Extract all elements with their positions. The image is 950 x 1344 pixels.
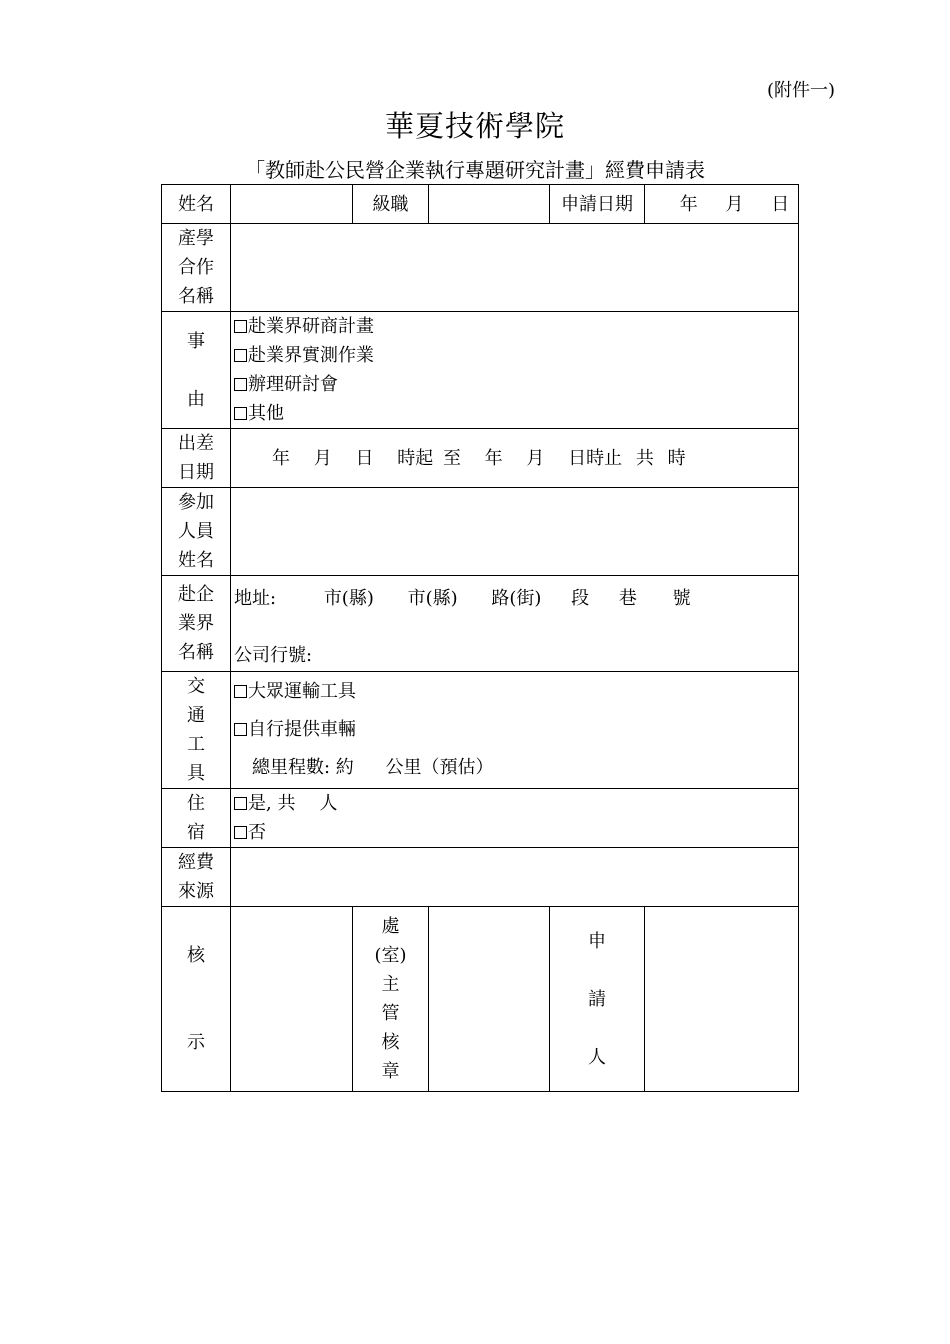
cooperation-label: 產學 合作 名稱 bbox=[162, 224, 231, 312]
lodging-option-no[interactable]: 否 bbox=[234, 818, 798, 847]
row-name bbox=[162, 185, 799, 224]
approval-label: 核 示 bbox=[162, 907, 231, 1092]
checkbox-icon[interactable] bbox=[234, 378, 247, 391]
name-field[interactable] bbox=[231, 185, 353, 224]
transport-option-public[interactable]: 大眾運輸工具 bbox=[234, 673, 798, 711]
company-field[interactable] bbox=[231, 576, 799, 672]
row-trip-date bbox=[162, 429, 799, 488]
lodging-option-yes[interactable]: 是, 共 人 bbox=[234, 789, 798, 818]
reason-label: 事 由 bbox=[162, 312, 231, 429]
date-day: 日 bbox=[771, 193, 790, 215]
checkbox-icon[interactable] bbox=[234, 826, 247, 839]
transport-label: 交 通 工 具 bbox=[162, 672, 231, 789]
apply-date-label: 申請日期 bbox=[550, 185, 645, 224]
applicant-label: 申 請 人 bbox=[550, 907, 645, 1092]
rank-label: 級職 bbox=[353, 185, 429, 224]
row-participants bbox=[162, 488, 799, 576]
lodging-options bbox=[231, 789, 799, 848]
reason-options bbox=[231, 312, 799, 429]
checkbox-icon[interactable] bbox=[234, 685, 247, 698]
reason-option-field-test[interactable]: 赴業界實測作業 bbox=[234, 341, 798, 370]
checkbox-icon[interactable] bbox=[234, 407, 247, 420]
apply-date-field[interactable] bbox=[645, 185, 799, 224]
name-label: 姓名 bbox=[162, 185, 231, 224]
checkbox-icon[interactable] bbox=[234, 723, 247, 736]
supervisor-seal-label: 處 (室) 主 管 核 章 bbox=[353, 907, 429, 1092]
transport-option-own-vehicle[interactable]: 自行提供車輛 bbox=[234, 711, 798, 749]
address-line: 地址: 市(縣) 市(縣) 路(街) 段 巷 號 bbox=[234, 588, 691, 609]
participants-label: 參加 人員 姓名 bbox=[162, 488, 231, 576]
row-reason bbox=[162, 312, 799, 429]
lodging-label: 住 宿 bbox=[162, 789, 231, 848]
row-company bbox=[162, 576, 799, 672]
funding-field[interactable] bbox=[231, 848, 799, 907]
cooperation-field[interactable] bbox=[231, 224, 799, 312]
date-month: 月 bbox=[725, 193, 744, 215]
date-year: 年 bbox=[679, 193, 698, 215]
row-cooperation bbox=[162, 224, 799, 312]
rank-field[interactable] bbox=[429, 185, 550, 224]
application-form-table bbox=[161, 184, 799, 1092]
funding-label: 經費 來源 bbox=[162, 848, 231, 907]
supervisor-seal-field[interactable] bbox=[429, 907, 550, 1092]
participants-field[interactable] bbox=[231, 488, 799, 576]
reason-option-other[interactable]: 其他 bbox=[234, 399, 798, 428]
reason-option-research[interactable]: 赴業界研商計畫 bbox=[234, 312, 798, 341]
annex-label: (附件一) bbox=[766, 80, 835, 101]
company-name-label: 公司行號: bbox=[234, 645, 313, 666]
approval-field[interactable] bbox=[231, 907, 353, 1092]
transport-options bbox=[231, 672, 799, 789]
checkbox-icon[interactable] bbox=[234, 797, 247, 810]
trip-date-label: 出差 日期 bbox=[162, 429, 231, 488]
row-transport bbox=[162, 672, 799, 789]
checkbox-icon[interactable] bbox=[234, 320, 247, 333]
page-title: 華夏技術學院 bbox=[384, 109, 565, 143]
applicant-field[interactable] bbox=[645, 907, 799, 1092]
trip-date-field[interactable]: 年 月 日 時起 至 年 月 日時止 共 時 bbox=[231, 429, 799, 488]
company-label: 赴企 業界 名稱 bbox=[162, 576, 231, 672]
form-subtitle: 「教師赴公民營企業執行專題研究計畫」經費申請表 bbox=[245, 158, 705, 182]
mileage-line: 總里程數: 約 公里（預估） bbox=[252, 757, 494, 778]
checkbox-icon[interactable] bbox=[234, 349, 247, 362]
row-lodging bbox=[162, 789, 799, 848]
row-signatures bbox=[162, 907, 799, 1092]
reason-option-seminar[interactable]: 辦理研討會 bbox=[234, 370, 798, 399]
row-funding bbox=[162, 848, 799, 907]
